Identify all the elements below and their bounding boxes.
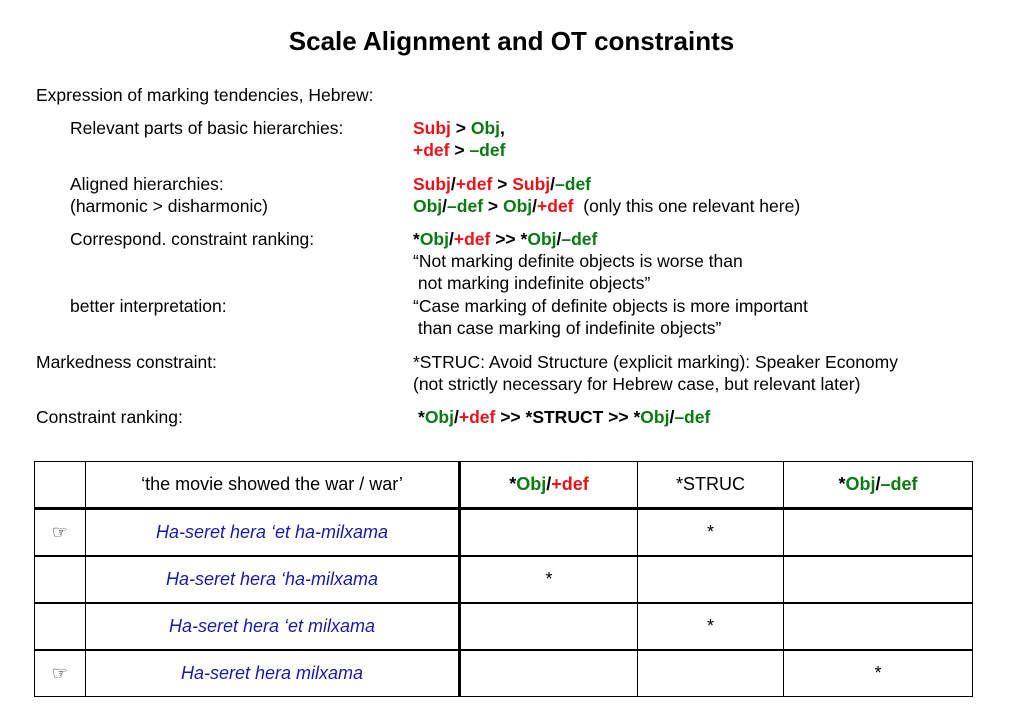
constraint-obj-mdef xyxy=(784,462,973,509)
pointing-hand-icon: ☞ xyxy=(35,509,86,556)
candidate-cell: Ha-seret hera ‘et milxama xyxy=(86,603,460,650)
correspond-label: Correspond. constraint ranking: xyxy=(70,229,315,249)
pointing-hand-icon: ☞ xyxy=(35,650,86,697)
term: Subj xyxy=(512,174,551,194)
gt-sign: > xyxy=(449,140,470,160)
ranking-line xyxy=(418,406,710,428)
term: +def xyxy=(453,229,491,249)
term: Obj xyxy=(413,196,443,216)
comma: , xyxy=(500,118,505,138)
markedness-line1: *STRUC: Avoid Structure (explicit marking): Speaker Economy xyxy=(413,352,898,372)
pdef-term: +def xyxy=(413,140,450,160)
violation-cell xyxy=(460,509,638,556)
gt-sign: > xyxy=(492,174,513,194)
candidate-cell: Ha-seret hera milxama xyxy=(86,650,460,697)
table-row xyxy=(35,650,973,697)
term: +def xyxy=(458,407,496,427)
term: Obj xyxy=(516,474,547,494)
aligned-line1 xyxy=(413,173,591,195)
slash: / xyxy=(453,407,459,427)
constraint-obj-pdef xyxy=(460,462,638,509)
term: Obj xyxy=(419,229,449,249)
term: –def xyxy=(447,196,484,216)
violation-cell: * xyxy=(460,556,638,603)
slash: / xyxy=(669,407,675,427)
ranking-label: Constraint ranking: xyxy=(36,407,183,427)
star: * xyxy=(509,474,517,494)
slash: / xyxy=(556,229,562,249)
slash: / xyxy=(448,229,454,249)
term: +def xyxy=(551,474,589,494)
violation-cell xyxy=(784,603,973,650)
term: Obj xyxy=(502,196,533,216)
input-cell: ‘the movie showed the war / war’ xyxy=(86,462,460,509)
table-row xyxy=(35,556,973,603)
term: –def xyxy=(880,474,918,494)
term: Obj xyxy=(527,229,557,249)
tableau-header-row xyxy=(35,462,973,509)
gt-sign: > xyxy=(450,118,471,138)
term: Obj xyxy=(845,474,876,494)
intro-text: Expression of marking tendencies, Hebrew: xyxy=(36,85,374,105)
corner-cell xyxy=(35,462,86,509)
star: * xyxy=(418,407,425,427)
mdef-term: –def xyxy=(469,140,506,160)
aligned-sublabel: (harmonic > disharmonic) xyxy=(70,196,268,216)
correspond-line1 xyxy=(413,228,597,250)
constraint-struc: *STRUC xyxy=(638,462,784,509)
slash: / xyxy=(532,196,538,216)
page-title: Scale Alignment and OT constraints xyxy=(288,26,735,56)
star: * xyxy=(838,474,846,494)
ranking-sign: >> * xyxy=(490,229,528,249)
pointing-hand-icon xyxy=(35,556,86,603)
better-line1: “Case marking of definite objects is more important xyxy=(413,296,808,316)
markedness-line2: (not strictly necessary for Hebrew case, but relevant later) xyxy=(413,374,861,394)
violation-cell xyxy=(638,556,784,603)
aligned-label: Aligned hierarchies: xyxy=(70,174,224,194)
relevant-line2 xyxy=(413,139,505,161)
better-label: better interpretation: xyxy=(70,296,227,316)
violation-cell: * xyxy=(784,650,973,697)
slash: / xyxy=(450,174,456,194)
candidate-cell: Ha-seret hera ‘et ha-milxama xyxy=(86,509,460,556)
candidate-cell: Ha-seret hera ‘ha-milxama xyxy=(86,556,460,603)
aligned-note: (only this one relevant here) xyxy=(573,196,801,216)
violation-cell: * xyxy=(638,603,784,650)
violation-cell xyxy=(460,650,638,697)
term: –def xyxy=(555,174,592,194)
correspond-quote-line2: not marking indefinite objects” xyxy=(413,273,651,293)
ranking-sign: >> *STRUCT >> * xyxy=(495,407,641,427)
slash: / xyxy=(550,174,556,194)
violation-cell xyxy=(784,556,973,603)
term: Obj xyxy=(640,407,670,427)
better-line2: than case marking of indefinite objects” xyxy=(413,318,722,338)
relevant-label: Relevant parts of basic hierarchies: xyxy=(70,118,344,138)
term: –def xyxy=(674,407,711,427)
pointing-hand-icon xyxy=(35,603,86,650)
markedness-label: Markedness constraint: xyxy=(36,352,217,372)
violation-cell xyxy=(460,603,638,650)
table-row xyxy=(35,603,973,650)
relevant-line1 xyxy=(413,117,505,139)
term: Obj xyxy=(424,407,454,427)
violation-cell xyxy=(784,509,973,556)
aligned-line2 xyxy=(413,195,800,217)
star: * xyxy=(413,229,420,249)
correspond-quote-line1: “Not marking definite objects is worse than xyxy=(413,251,743,271)
slash: / xyxy=(442,196,448,216)
gt-sign: > xyxy=(483,196,503,216)
table-row xyxy=(35,509,973,556)
term: +def xyxy=(455,174,493,194)
violation-cell xyxy=(638,650,784,697)
term: –def xyxy=(561,229,598,249)
term: +def xyxy=(537,196,574,216)
slash: / xyxy=(875,474,881,494)
violation-cell: * xyxy=(638,509,784,556)
obj-term: Obj xyxy=(470,118,501,138)
ot-tableau xyxy=(34,461,973,697)
term: Subj xyxy=(413,174,451,194)
slash: / xyxy=(546,474,552,494)
subj-term: Subj xyxy=(413,118,451,138)
